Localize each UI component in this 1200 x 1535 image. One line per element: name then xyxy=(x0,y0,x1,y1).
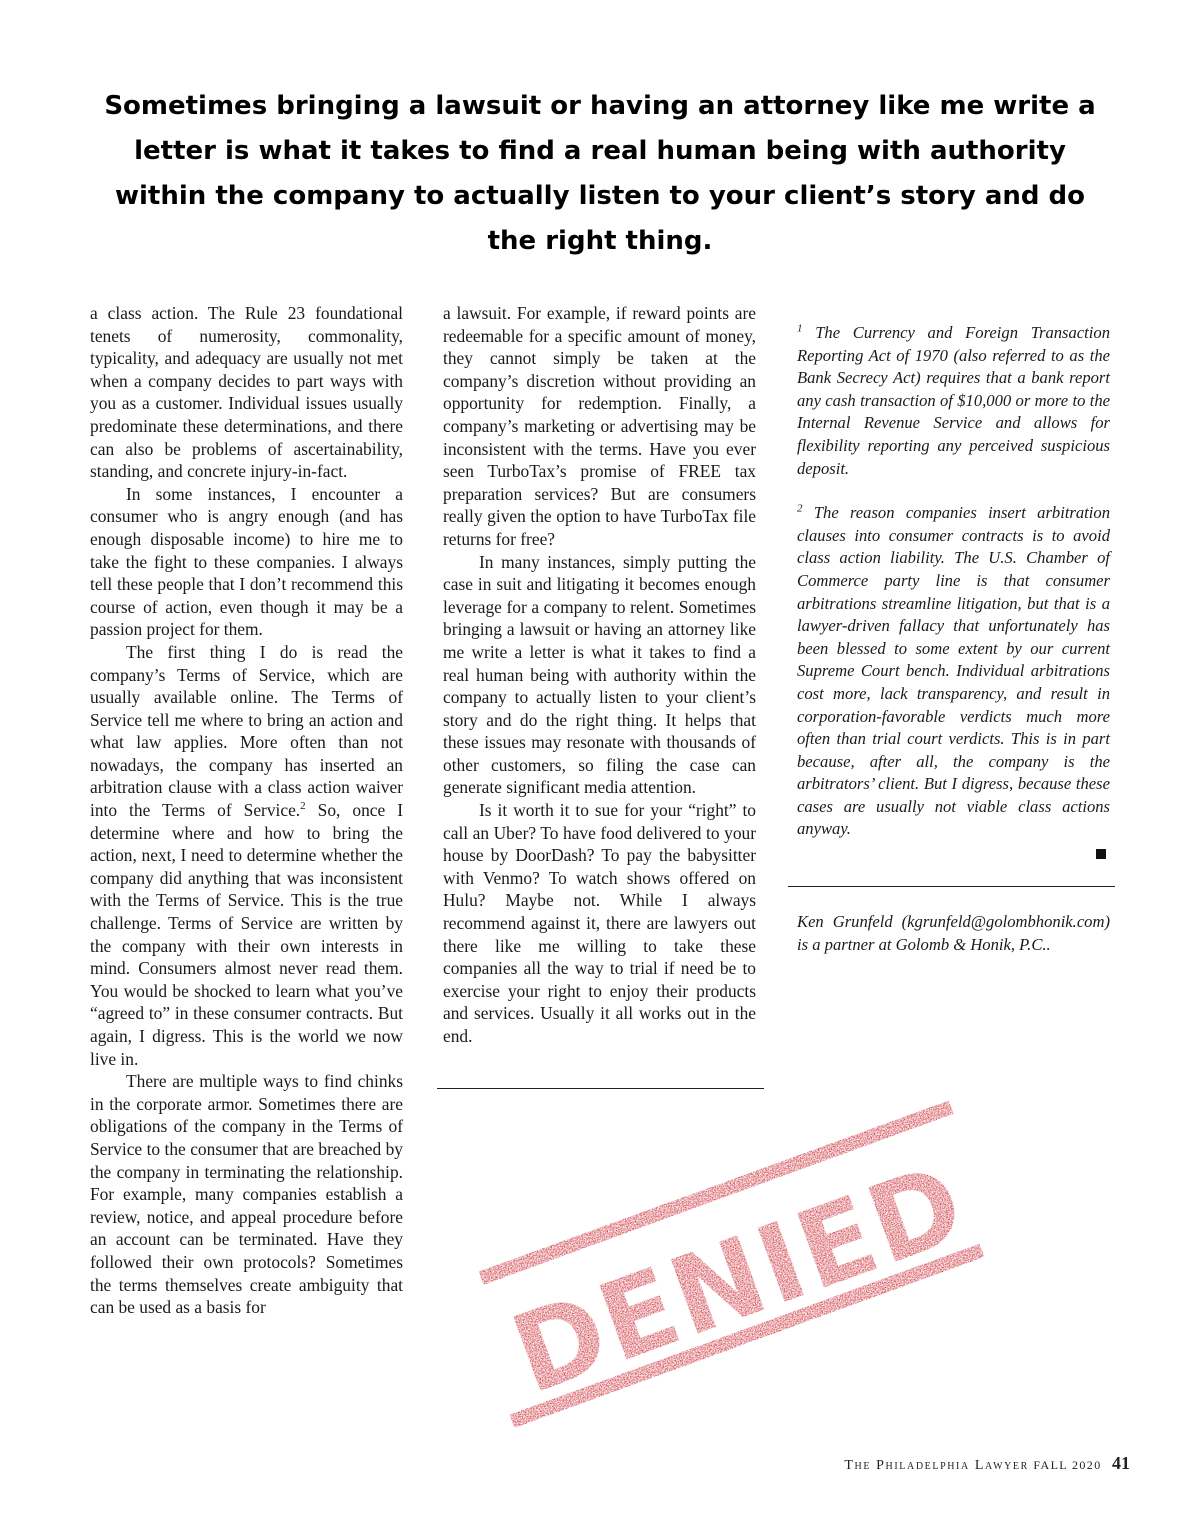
footnote-text: The Currency and Foreign Transaction Reporting Act of 1970 (also referred to as the Bank Secrecy Act) requires that a bank report any cash transaction of $10,000 or more to the Internal Revenue Service and allows for flexibility reporting any perceived suspicious deposit. xyxy=(797,323,1110,478)
paragraph-text: So, once I determine where and how to bring the action, next, I need to determine whether the company did anything that was inconsistent with the Terms of Service. This is the true challenge. Terms of Service are written by the company with their own interests in mind. Consumers almost never read them. You would be shocked to learn what you’ve “agreed to” in these consumer contracts. But again, I digress. This is the world we now live in. xyxy=(90,800,403,1069)
pull-quote: Sometimes bringing a lawsuit or having an attorney like me write a letter is what it takes to find a real human being with authority within the company to actually listen to your client’s story and do the right thing. xyxy=(104,91,1096,256)
publication-name: The Philadelphia Lawyer xyxy=(844,1458,1029,1473)
footnote-2 xyxy=(797,502,1110,841)
page-footer xyxy=(844,1453,1130,1474)
article-column-1 xyxy=(90,302,403,1319)
paragraph: In many instances, simply putting the case in suit and litigating it becomes enough leverage for a company to relent. Sometimes bringing a lawsuit or having an attorney like me write a letter is what it takes to find a real human being with authority within the company to actually listen to your client’s story and do the right thing. It helps that these issues may resonate with thousands of other customers, so filing the case can generate significant media attention. xyxy=(443,551,756,798)
paragraph: Is it worth it to sue for your “right” to call an Uber? To have food delivered to your house by DoorDash? To pay the babysitter with Venmo? To watch shows offered on Hulu? Maybe not. While I always recommend against it, there are lawyers out there like me willing to take these companies all the way to trial if need be to exercise your right to enjoy their products and services. Usually it all works out in the end. xyxy=(443,800,756,1046)
paragraph: a lawsuit. For example, if reward points are redeemable for a specific amount of money, they cannot simply be taken at the company’s discretion without providing an opportunity for redemption. Finally, a company’s marketing or advertising may be inconsistent with the terms. Have you ever seen TurboTax’s promise of FREE tax preparation services? But are consumers really given the option to have TurboTax file returns for free? xyxy=(443,303,756,549)
issue-label: FALL 2020 xyxy=(1033,1458,1102,1472)
footnote-number: 1 xyxy=(797,322,803,335)
page-number: 41 xyxy=(1112,1453,1130,1473)
paragraph: There are multiple ways to find chinks in the corporate armor. Sometimes there are obligations of the company in the Terms of Service to the consumer that are breached by the company in terminating the relationship. For example, many companies establish a review, notice, and appeal procedure before an account can be terminated. Have they followed their own protocols? Sometimes the terms themselves create ambiguity that can be used as a basis for xyxy=(90,1071,403,1318)
article-column-2 xyxy=(443,302,756,1048)
denied-stamp-image xyxy=(470,1080,990,1440)
author-bio: Ken Grunfeld (kgrunfeld@golombhonik.com) is a partner at Golomb & Honik, P.C.. xyxy=(797,912,1110,954)
footnote-divider-rule xyxy=(788,886,1115,887)
paragraph-text: The first thing I do is read the company’s Terms of Service, which are usually available online. The Terms of Service tell me where to bring an action and what law applies. More often than not nowadays, the company has inserted an arbitration clause with a class action waiver into the Terms of Service. xyxy=(90,641,403,821)
footnote-ref[interactable]: 2 xyxy=(300,800,306,813)
footnote-1 xyxy=(797,322,1110,480)
footnotes-column xyxy=(797,302,1110,859)
paragraph: a class action. The Rule 23 foundational tenets of numerosity, commonality, typicality, and adequacy are usually not met when a company decides to part ways with you as a customer. Individual issues usually predominate these determinations, and there can also be problems of ascertainability, standing, and concrete injury-in-fact. xyxy=(90,303,403,482)
paragraph xyxy=(90,641,403,1070)
stamp-marks xyxy=(470,1101,990,1428)
end-of-article-square-icon xyxy=(1096,849,1106,859)
paragraph: In some instances, I encounter a consumer who is angry enough (and has enough disposable income) to hire me to take the fight to these companies. I always tell these people that I don’t recommend this course of action, even though it may be a passion project for them. xyxy=(90,483,403,640)
footnote-text: The reason companies insert arbitration clauses into consumer contracts is to avoid class action liability. The U.S. Chamber of Commerce party line is that consumer arbitrations streamline litigation, but that is a lawyer-driven fallacy that unfortunately has been blessed to some extent by our current Supreme Court bench. Individual arbitrations cost more, lack transparency, and result in corporation-favorable verdicts much more often than trial court verdicts. This is in part because, after all, the company is the arbitrators’ client. But I digress, because these cases are usually not viable class actions anyway. xyxy=(797,503,1110,839)
stamp-text: DENIED xyxy=(497,1140,982,1419)
footnote-number: 2 xyxy=(797,502,803,515)
